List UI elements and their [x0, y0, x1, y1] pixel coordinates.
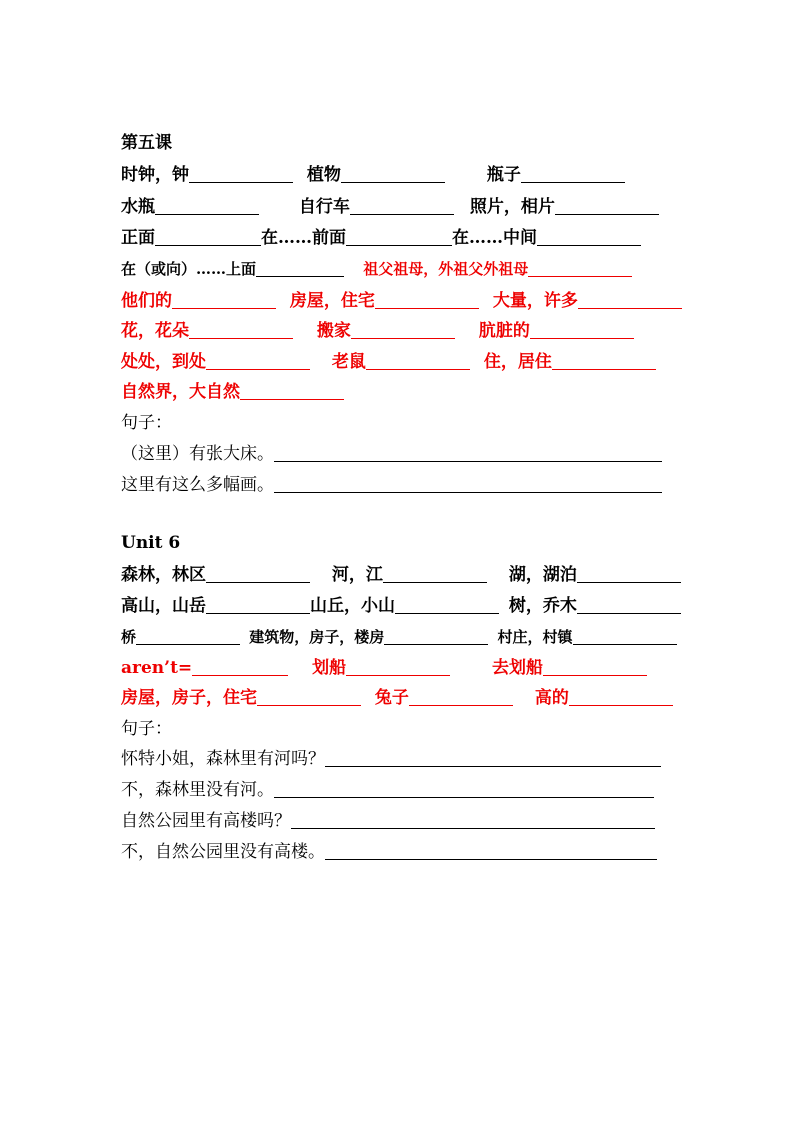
- answer-blank[interactable]: [206, 351, 310, 370]
- sentence-prompt: 不，森林里没有河。: [121, 780, 274, 800]
- answer-blank[interactable]: [366, 351, 470, 370]
- word-label: 山丘，小山: [310, 596, 395, 616]
- unit6-title: [121, 530, 180, 556]
- answer-blank[interactable]: [257, 687, 361, 706]
- word-label: 湖，湖泊: [508, 565, 577, 585]
- answer-blank[interactable]: [192, 657, 288, 676]
- lesson5-sentence-1: [121, 441, 662, 467]
- answer-blank[interactable]: [206, 564, 310, 583]
- lesson5-title: [121, 130, 172, 156]
- word-label: 建筑物，房子，楼房: [249, 628, 385, 646]
- answer-blank[interactable]: [577, 564, 681, 583]
- answer-blank[interactable]: [384, 626, 488, 645]
- answer-blank[interactable]: [189, 164, 293, 183]
- sentence-answer-blank[interactable]: [274, 443, 662, 462]
- lesson5-row-3: [121, 225, 641, 251]
- lesson5-row-2: [121, 194, 659, 220]
- answer-blank[interactable]: [528, 258, 632, 277]
- sentence-prompt: 自然公园里有高楼吗？: [121, 811, 291, 831]
- answer-blank[interactable]: [155, 196, 259, 215]
- word-label-highlight: 老鼠: [331, 352, 366, 372]
- answer-blank[interactable]: [395, 595, 499, 614]
- word-label-highlight: aren’t=: [121, 658, 193, 678]
- unit6-row-4: [121, 655, 647, 681]
- word-label-highlight: 自然界，大自然: [121, 382, 240, 402]
- word-label-highlight: 房屋，住宅: [289, 291, 375, 311]
- word-label-highlight: 搬家: [316, 321, 351, 341]
- word-label: 在（或向）……上面: [121, 260, 257, 278]
- answer-blank[interactable]: [530, 320, 634, 339]
- answer-blank[interactable]: [543, 657, 647, 676]
- sentence-answer-blank[interactable]: [325, 841, 657, 860]
- word-label-highlight: 处处，到处: [121, 352, 206, 372]
- unit6-sentences-label: [121, 716, 172, 742]
- unit6-row-3: [121, 624, 677, 650]
- word-label: 树，乔木: [508, 596, 577, 616]
- sentence-answer-blank[interactable]: [274, 779, 654, 798]
- word-label-highlight: 兔子: [374, 688, 409, 708]
- word-label: 桥: [121, 628, 137, 646]
- lesson5-sentence-2: [121, 472, 662, 498]
- answer-blank[interactable]: [521, 164, 625, 183]
- lesson5-row-4: [121, 256, 632, 282]
- lesson5-row-1: [121, 162, 625, 188]
- word-label: 水瓶: [121, 197, 155, 217]
- answer-blank[interactable]: [569, 687, 673, 706]
- lesson5-title-text: 第五课: [121, 133, 172, 153]
- word-label: 自行车: [298, 197, 350, 217]
- word-label-highlight: 房屋，房子，住宅: [121, 688, 257, 708]
- answer-blank[interactable]: [341, 164, 445, 183]
- answer-blank[interactable]: [155, 227, 261, 246]
- answer-blank[interactable]: [409, 687, 513, 706]
- answer-blank[interactable]: [206, 595, 310, 614]
- unit6-row-1: [121, 562, 681, 588]
- answer-blank[interactable]: [578, 290, 682, 309]
- word-label: 在……前面: [261, 228, 346, 248]
- word-label: 河，江: [331, 565, 383, 585]
- word-label-highlight: 高的: [534, 688, 569, 708]
- sentence-prompt: 不，自然公园里没有高楼。: [121, 842, 325, 862]
- word-label-highlight: 他们的: [121, 291, 172, 311]
- word-label-highlight: 花，花朵: [121, 321, 189, 341]
- word-label-highlight: 大量，许多: [492, 291, 578, 311]
- unit6-sentence-3: [121, 808, 655, 834]
- sentence-prompt: 怀特小姐，森林里有河吗？: [121, 749, 325, 769]
- answer-blank[interactable]: [240, 381, 344, 400]
- word-label: 高山，山岳: [121, 596, 206, 616]
- section-label: 句子：: [121, 413, 172, 433]
- answer-blank[interactable]: [136, 626, 240, 645]
- word-label: 时钟，钟: [121, 165, 189, 185]
- answer-blank[interactable]: [375, 290, 479, 309]
- sentence-answer-blank[interactable]: [291, 810, 655, 829]
- answer-blank[interactable]: [189, 320, 293, 339]
- sentence-answer-blank[interactable]: [274, 474, 662, 493]
- word-label-highlight: 划船: [312, 658, 347, 678]
- answer-blank[interactable]: [573, 626, 677, 645]
- word-label-highlight: 去划船: [492, 658, 544, 678]
- lesson5-row-7: [121, 349, 656, 375]
- word-label-highlight: 祖父祖母，外祖父外祖母: [363, 260, 529, 278]
- lesson5-row-8: [121, 379, 344, 405]
- answer-blank[interactable]: [256, 258, 344, 277]
- answer-blank[interactable]: [346, 227, 452, 246]
- word-label: 村庄，村镇: [497, 628, 573, 646]
- unit6-title-text: Unit 6: [121, 533, 181, 553]
- answer-blank[interactable]: [346, 657, 450, 676]
- sentence-prompt: 这里有这么多幅画。: [121, 475, 274, 495]
- word-label: 照片，相片: [469, 197, 555, 217]
- word-label: 森林，林区: [121, 565, 206, 585]
- word-label-highlight: 住，居住: [483, 352, 552, 372]
- unit6-sentence-2: [121, 777, 654, 803]
- word-label: 在……中间: [452, 228, 537, 248]
- unit6-sentence-4: [121, 839, 657, 865]
- lesson5-sentences-label: [121, 410, 172, 436]
- answer-blank[interactable]: [537, 227, 641, 246]
- answer-blank[interactable]: [555, 196, 659, 215]
- answer-blank[interactable]: [577, 595, 681, 614]
- word-label: 植物: [306, 165, 341, 185]
- word-label-highlight: 肮脏的: [478, 321, 530, 341]
- unit6-sentence-1: [121, 746, 661, 772]
- answer-blank[interactable]: [552, 351, 656, 370]
- word-label: 正面: [121, 228, 155, 248]
- word-label: 瓶子: [486, 165, 521, 185]
- lesson5-row-6: [121, 318, 634, 344]
- answer-blank[interactable]: [383, 564, 487, 583]
- sentence-answer-blank[interactable]: [325, 748, 661, 767]
- lesson5-row-5: [121, 288, 682, 314]
- unit6-row-5: [121, 685, 673, 711]
- answer-blank[interactable]: [351, 320, 455, 339]
- section-label: 句子：: [121, 719, 172, 739]
- answer-blank[interactable]: [172, 290, 276, 309]
- unit6-row-2: [121, 593, 681, 619]
- answer-blank[interactable]: [350, 196, 454, 215]
- sentence-prompt: （这里）有张大床。: [121, 444, 274, 464]
